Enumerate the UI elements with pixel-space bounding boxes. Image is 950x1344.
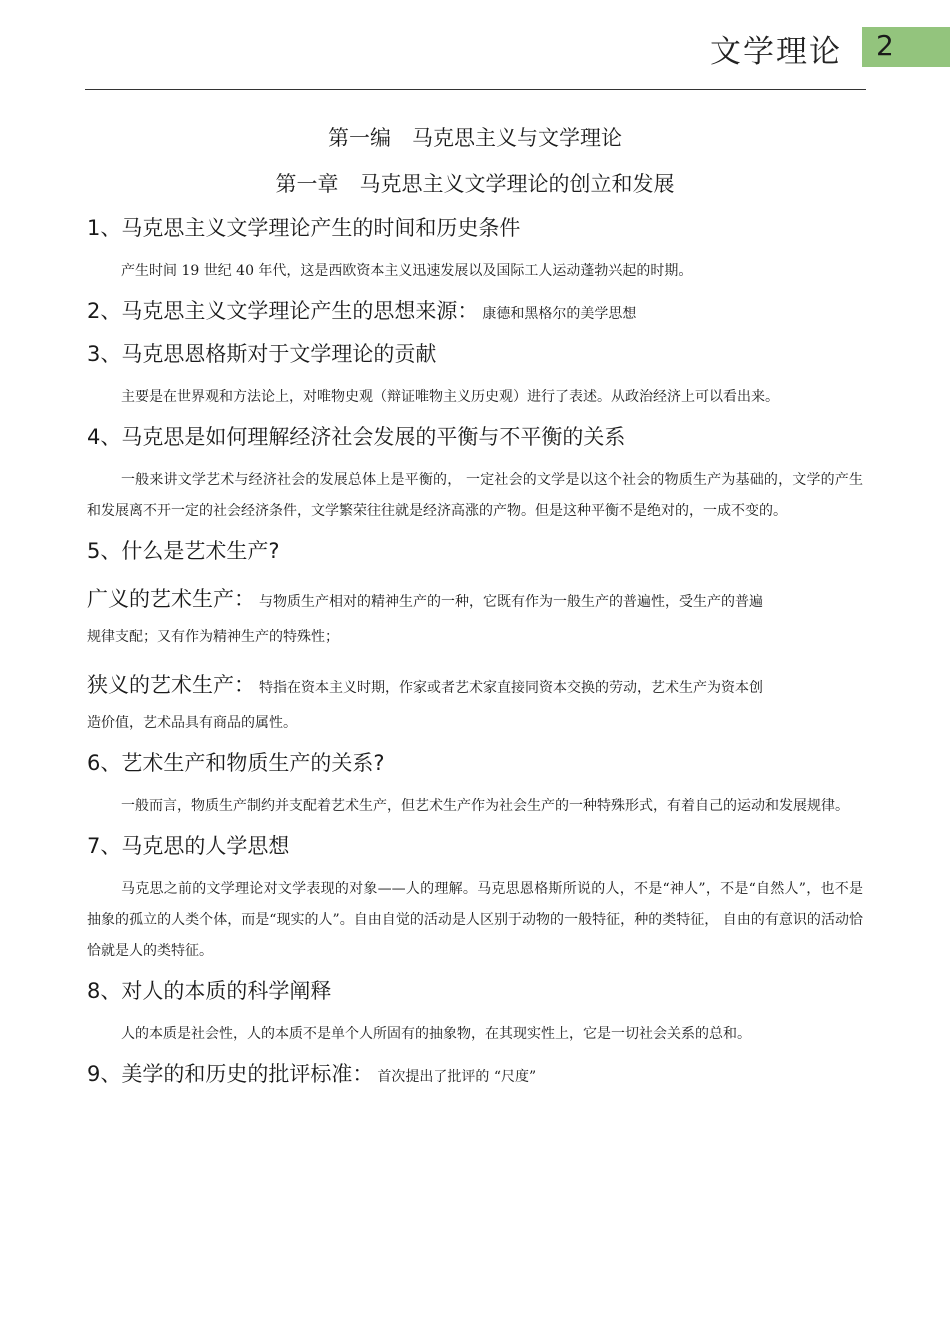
section-9-heading [87, 1058, 863, 1093]
section-2-title: 2、马克思主义文学理论产生的思想来源： [87, 299, 479, 323]
section-9-title: 9、美学的和历史的批评标准： [87, 1062, 374, 1086]
section-1-heading: 1、马克思主义文学理论产生的时间和历史条件 [87, 216, 521, 240]
header-divider [85, 89, 866, 90]
page-number-box [862, 27, 950, 67]
broad-art-production [87, 583, 863, 618]
chapter-title: 第一章 马克思主义文学理论的创立和发展 [275, 172, 675, 196]
section-6-heading: 6、艺术生产和物质生产的关系? [87, 751, 385, 775]
broad-definition: 与物质生产相对的精神生产的一种，它既有作为一般生产的普遍性，受生产的普遍 [259, 594, 763, 610]
section-3-heading: 3、马克思恩格斯对于文学理论的贡献 [87, 342, 437, 366]
header-title: 文学理论 [710, 34, 842, 70]
part-title: 第一编 马克思主义与文学理论 [328, 126, 622, 150]
document-body [87, 110, 863, 1093]
section-6-text: 一般而言，物质生产制约并支配着艺术生产，但艺术生产作为社会生产的一种特殊形式，有着自己的运动和发展规律。 [121, 798, 849, 814]
section-9-answer: 首次提出了批评的 “尺度” [377, 1069, 537, 1085]
section-8-text: 人的本质是社会性，人的本质不是单个人所固有的抽象物，在其现实性上，它是一切社会关系的总和。 [121, 1026, 751, 1042]
section-8-heading: 8、对人的本质的科学阐释 [87, 979, 332, 1003]
section-5-heading: 5、什么是艺术生产? [87, 539, 280, 563]
narrow-definition-continued: 造价值，艺术品具有商品的属性。 [87, 715, 297, 731]
narrow-definition: 特指在资本主义时期，作家或者艺术家直接同资本交换的劳动，艺术生产为资本创 [259, 680, 763, 696]
section-7-text: 马克思之前的文学理论对文学表现的对象——人的理解。马克思恩格斯所说的人，不是“神人”，不是“自然人”，也不是抽象的孤立的人类个体，而是“现实的人”。自由自觉的活动是人区别于动物的一般特征，种的类特征， 自由的有意识的活动恰恰就是人的类特征。 [87, 881, 863, 959]
page-number: 2 [876, 29, 894, 62]
section-3-text: 主要是在世界观和方法论上，对唯物史观（辩证唯物主义历史观）进行了表述。从政治经济上可以看出来。 [121, 389, 779, 405]
section-2-answer: 康德和黑格尔的美学思想 [482, 306, 637, 322]
section-4-heading: 4、马克思是如何理解经济社会发展的平衡与不平衡的关系 [87, 425, 626, 449]
section-1-text: 产生时间 19 世纪 40 年代，这是西欧资本主义迅速发展以及国际工人运动蓬勃兴起的时期。 [121, 263, 693, 279]
section-7-heading: 7、马克思的人学思想 [87, 834, 290, 858]
broad-label: 广义的艺术生产： [87, 587, 255, 611]
section-4-text: 一般来讲文学艺术与经济社会的发展总体上是平衡的， 一定社会的文学是以这个社会的物质生产为基础的，文学的产生和发展离不开一定的社会经济条件，文学繁荣往往就是经济高涨的产物。但是这种平衡不是绝对的，一成不变的。 [87, 472, 863, 519]
broad-definition-continued: 规律支配；又有作为精神生产的特殊性； [87, 629, 339, 645]
section-2-heading [87, 295, 863, 330]
narrow-label: 狭义的艺术生产： [87, 673, 255, 697]
narrow-art-production [87, 669, 863, 704]
